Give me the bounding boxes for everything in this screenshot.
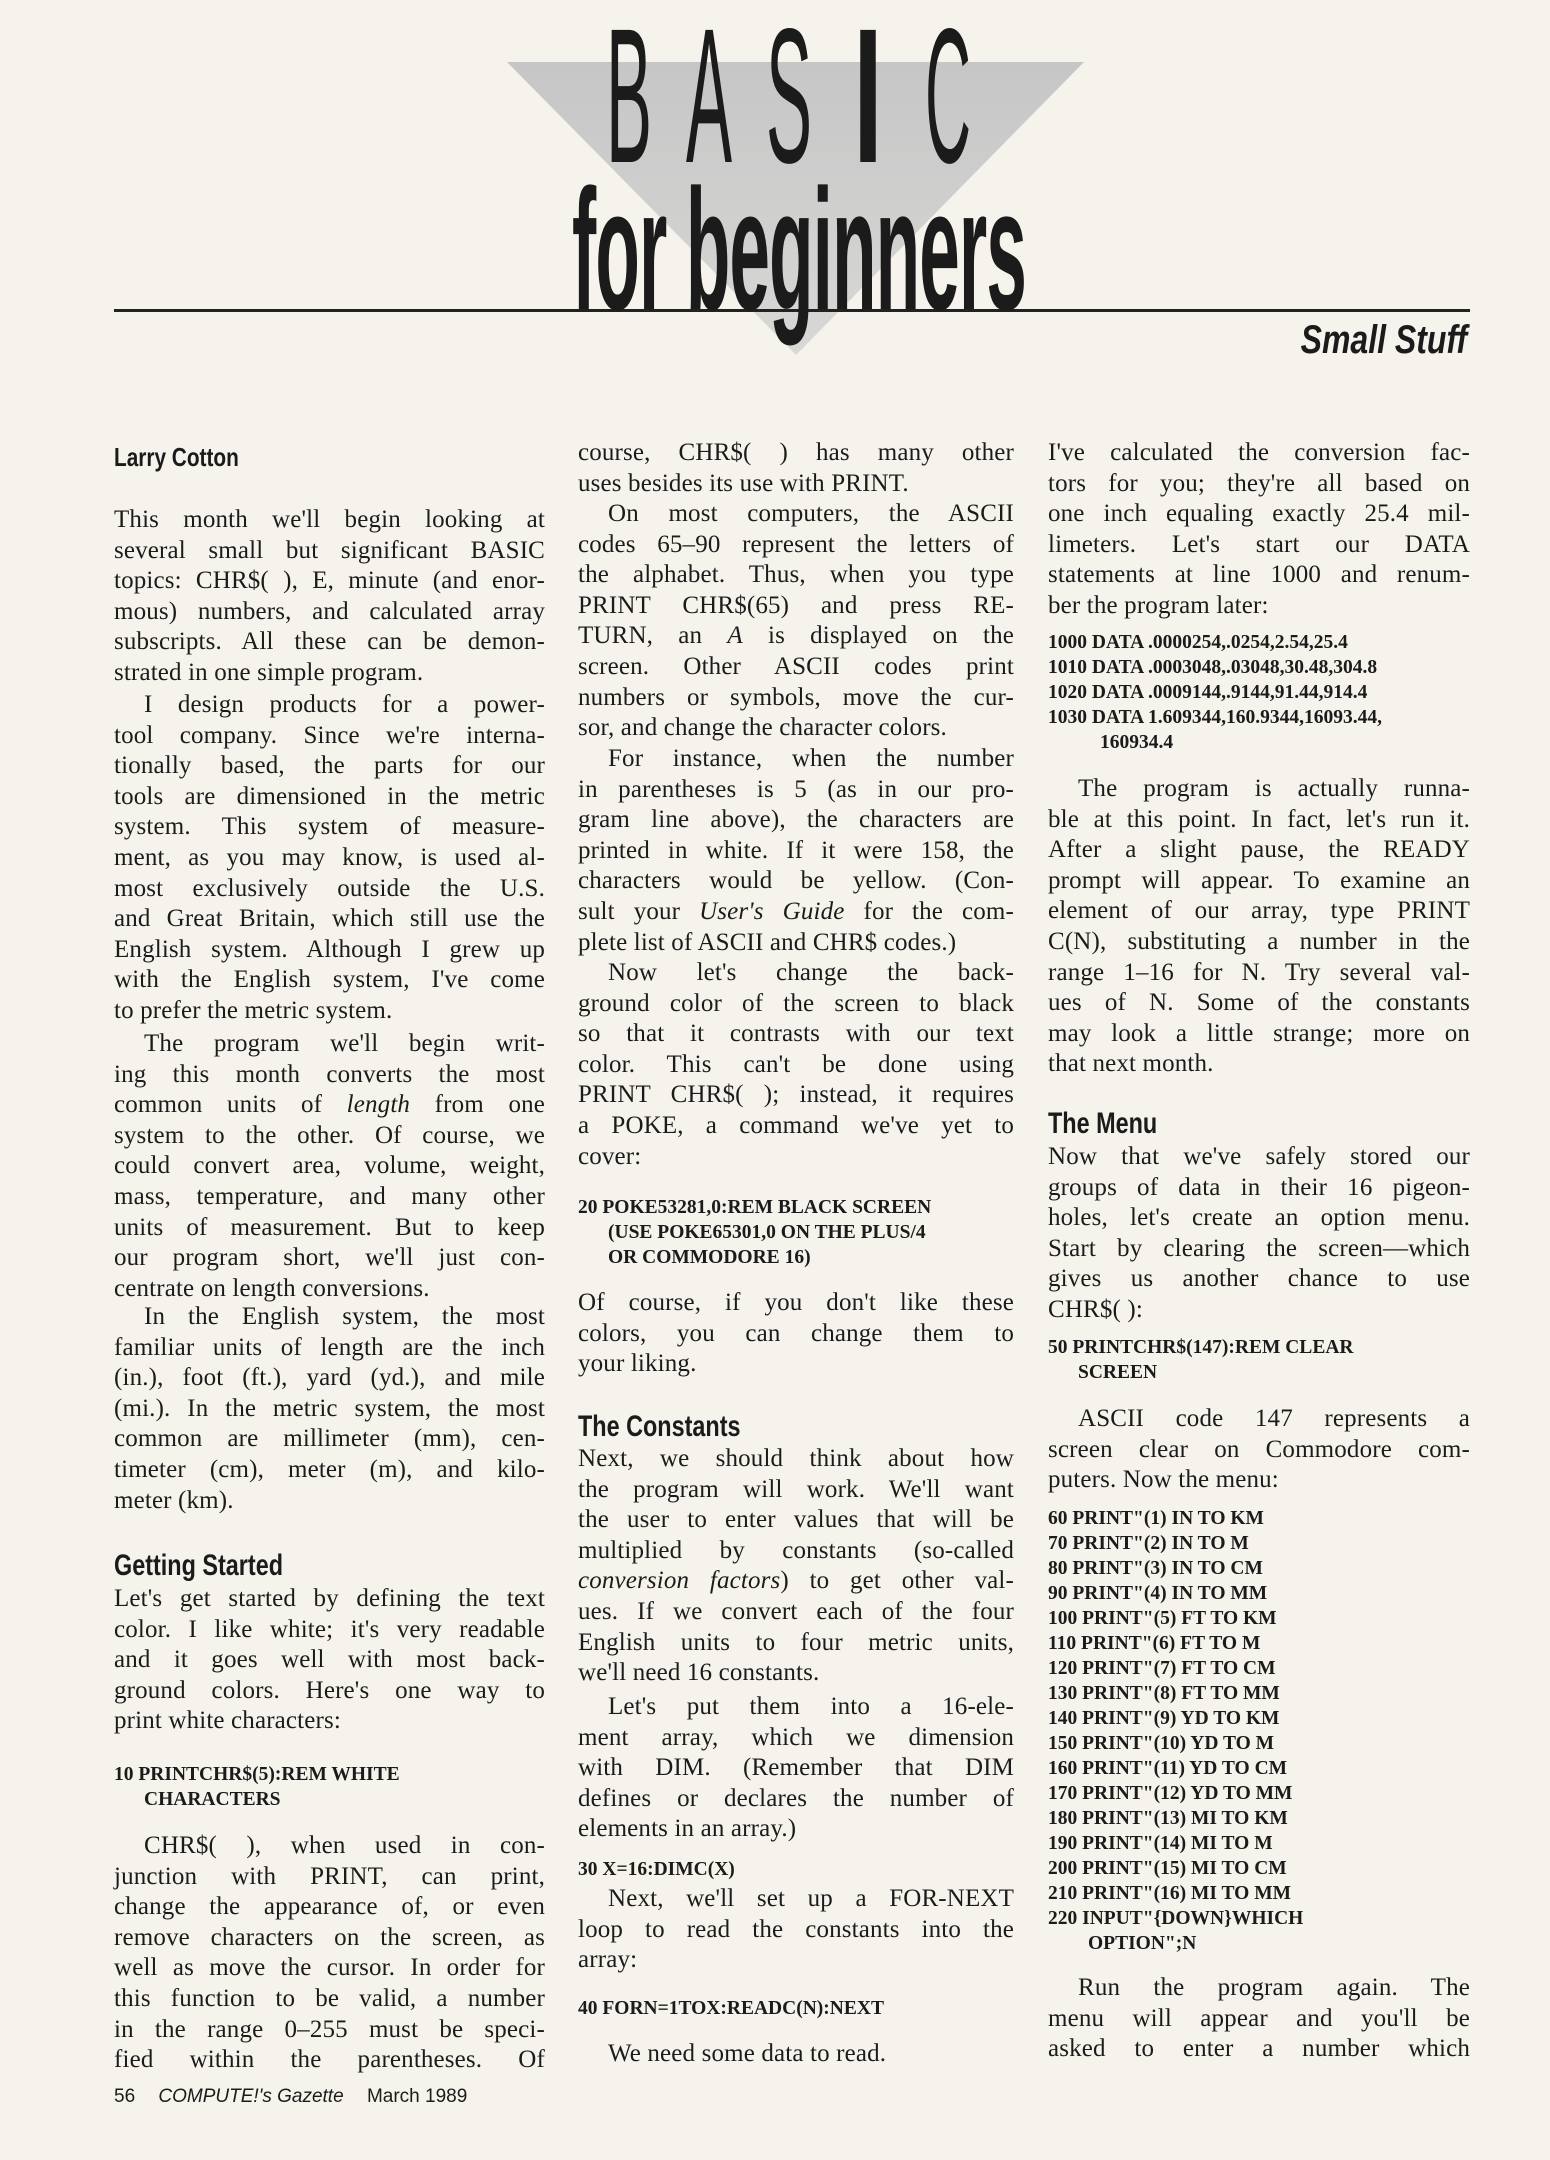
code-line: 160934.4 (1100, 732, 1174, 753)
text-line: mass, temperature, and many other (114, 1182, 545, 1210)
text-line (578, 1566, 1014, 1597)
text-segment: TURN, an (578, 622, 728, 650)
text-line: We need some data to read. (608, 2040, 887, 2067)
italic-text: A (727, 622, 743, 650)
section-heading (1048, 1107, 1470, 1141)
text-line: common are millimeter (mm), cen- (114, 1425, 545, 1453)
code-listing (578, 1996, 1014, 2021)
code-line: 120 PRINT"(7) FT TO CM (1048, 1658, 1276, 1679)
code-line: OPTION";N (1088, 1933, 1197, 1954)
article-subtitle: Small Stuff (1300, 318, 1467, 362)
text-line: statements at line 1000 and renum- (1048, 561, 1470, 589)
code-line: SCREEN (1078, 1362, 1158, 1383)
text-line: numbers or symbols, move the cur- (578, 683, 1014, 711)
code-line: 1000 DATA .0000254,.0254,2.54,25.4 (1048, 632, 1348, 653)
text-line: In the English system, the most (144, 1303, 545, 1330)
text-line: loop to read the constants into the (578, 1915, 1014, 1943)
text-line: topics: CHR$( ), E, minute (and enor- (114, 567, 545, 595)
code-line: CHARACTERS (144, 1789, 281, 1810)
code-line: 1010 DATA .0003048,.03048,30.48,304.8 (1048, 657, 1378, 678)
text-line: PRINT CHR$( ); instead, it requires (578, 1081, 1014, 1109)
text-line: the program will work. We'll want (578, 1475, 1014, 1503)
text-line: ues. If we convert each of the four (578, 1597, 1014, 1625)
text-line: (in.), foot (ft.), yard (yd.), and mile (114, 1364, 545, 1392)
italic-text: User's Guide (699, 897, 845, 925)
code-line: 180 PRINT"(13) MI TO KM (1048, 1808, 1288, 1829)
code-listing (578, 1195, 1014, 1270)
text-line: tools are dimensioned in the metric (114, 782, 545, 810)
text-line: ing this month converts the most (114, 1060, 545, 1088)
text-line: color. I like white; it's very readable (114, 1615, 545, 1643)
text-line: centrate on length conversions. (114, 1274, 430, 1302)
text-line: and it goes well with most back- (114, 1646, 545, 1674)
text-line: color. This can't be done using (578, 1050, 1014, 1078)
text-line: strated in one simple program. (114, 658, 424, 686)
text-segment: for the com- (844, 897, 1014, 925)
text-line: PRINT CHR$(65) and press RE- (578, 591, 1014, 619)
paragraph (578, 438, 1014, 499)
code-line: 100 PRINT"(5) FT TO KM (1048, 1608, 1277, 1629)
title-for-beginners: for beginners (572, 154, 1026, 346)
text-segment: is displayed on the (742, 622, 1014, 650)
text-line: one inch equaling exactly 25.4 mil- (1048, 500, 1470, 528)
text-line: ber the program later: (1048, 591, 1269, 619)
text-line: Run the program again. The (1078, 1974, 1470, 2001)
paragraph (114, 1831, 545, 2076)
text-line: units of measurement. But to keep (114, 1213, 545, 1241)
text-line: For instance, when the number (608, 745, 1014, 772)
page-number: 56 (114, 2086, 136, 2107)
text-line: gives us another chance to use (1048, 1265, 1470, 1293)
text-line: After a slight pause, the READY (1048, 836, 1470, 864)
text-line: with DIM. (Remember that DIM (578, 1754, 1014, 1782)
text-line: Next, we'll set up a FOR-NEXT (608, 1885, 1014, 1912)
text-line: holes, let's create an option menu. (1048, 1204, 1470, 1232)
text-line: ASCII code 147 represents a (1078, 1405, 1470, 1432)
text-line: may look a little strange; more on (1048, 1019, 1470, 1047)
text-line: in parentheses is 5 (as in our pro- (578, 775, 1014, 803)
text-line: gram line above), the characters are (578, 806, 1014, 834)
code-line: 1030 DATA 1.609344,160.9344,16093.44, (1048, 707, 1383, 728)
code-line: 160 PRINT"(11) YD TO CM (1048, 1758, 1288, 1779)
text-line: ment, as you may know, is used al- (114, 843, 545, 871)
text-line: course, CHR$( ) has many other (578, 439, 1014, 466)
title-letter: C (925, 0, 971, 203)
paragraph (578, 2039, 1014, 2070)
issue-date: March 1989 (366, 2086, 468, 2107)
code-line: 170 PRINT"(12) YD TO MM (1048, 1783, 1293, 1804)
text-line: screen. Other ASCII codes print (578, 652, 1014, 680)
text-line: elements in an array.) (578, 1815, 797, 1843)
paragraph (578, 1444, 1014, 1689)
paragraph (578, 1692, 1014, 1845)
text-segment: common units of (114, 1091, 347, 1119)
text-line: defines or declares the number of (578, 1784, 1014, 1812)
text-line: well as move the cursor. In order for (114, 1954, 545, 1982)
text-segment: ) to get other val- (780, 1567, 1014, 1595)
code-line: (USE POKE65301,0 ON THE PLUS/4 (608, 1222, 926, 1243)
text-line: The program we'll begin writ- (144, 1030, 545, 1057)
text-line: and Great Britain, which still use the (114, 905, 545, 933)
text-line: prompt will appear. To examine an (1048, 866, 1470, 894)
text-line: meter (km). (114, 1486, 234, 1514)
code-line: 210 PRINT"(16) MI TO MM (1048, 1883, 1292, 1904)
page-footer (114, 2086, 485, 2108)
text-line: ground colors. Here's one way to (114, 1676, 545, 1704)
paragraph (578, 499, 1014, 744)
text-line: tors for you; they're all based on (1048, 469, 1470, 497)
text-line: a POKE, a command we've yet to (578, 1111, 1014, 1139)
text-line: English units to four metric units, (578, 1628, 1014, 1656)
code-line: 80 PRINT"(3) IN TO CM (1048, 1558, 1263, 1579)
text-line: puters. Now the menu: (1048, 1466, 1279, 1494)
code-listing (1048, 1506, 1470, 1956)
text-line (578, 897, 1014, 928)
text-line: limeters. Let's start our DATA (1048, 530, 1470, 558)
text-line: colors, you can change them to (578, 1319, 1014, 1347)
text-line: array: (578, 1946, 638, 1974)
text-line: remove characters on the screen, as (114, 1923, 545, 1951)
text-line: several small but significant BASIC (114, 536, 545, 564)
text-segment: from one (410, 1091, 545, 1119)
code-line: 130 PRINT"(8) FT TO MM (1048, 1683, 1280, 1704)
code-line: 90 PRINT"(4) IN TO MM (1048, 1583, 1268, 1604)
code-line: 40 FORN=1TOX:READC(N):NEXT (578, 1998, 884, 2019)
code-line: 1020 DATA .0009144,.9144,91.44,914.4 (1048, 682, 1368, 703)
text-line: change the appearance of, or even (114, 1893, 545, 1921)
text-line: C(N), substituting a number in the (1048, 927, 1470, 955)
text-line: the user to enter values that will be (578, 1506, 1014, 1534)
text-line: uses besides its use with PRINT. (578, 469, 909, 497)
code-line: 70 PRINT"(2) IN TO M (1048, 1533, 1249, 1554)
code-listing (1048, 1335, 1470, 1385)
text-line: mous) numbers, and calculated array (114, 597, 545, 625)
code-line: 110 PRINT"(6) FT TO M (1048, 1633, 1261, 1654)
paragraph (578, 1884, 1014, 1976)
paragraph (1048, 1973, 1470, 2065)
text-line: codes 65–90 represent the letters of (578, 530, 1014, 558)
author-byline (114, 441, 545, 473)
text-line: we'll need 16 constants. (578, 1659, 820, 1687)
text-line: CHR$( ): (1048, 1295, 1143, 1323)
italic-text: conversion factors (578, 1567, 781, 1595)
text-line: tionally based, the parts for our (114, 752, 545, 780)
text-line: Of course, if you don't like these (578, 1289, 1014, 1316)
text-segment: sult your (578, 897, 700, 925)
text-line: cover: (578, 1142, 642, 1170)
text-line: The program is actually runna- (1078, 775, 1470, 802)
text-line: Let's put them into a 16-ele- (608, 1693, 1014, 1720)
section-heading (578, 1410, 1014, 1444)
text-line: print white characters: (114, 1707, 341, 1735)
text-line: I've calculated the conversion fac- (1048, 439, 1470, 466)
text-line: Start by clearing the screen—which (1048, 1234, 1470, 1262)
code-listing (578, 1857, 1014, 1882)
paragraph (1048, 438, 1470, 622)
code-line: 200 PRINT"(15) MI TO CM (1048, 1858, 1287, 1879)
paragraph (114, 1302, 545, 1516)
text-line: system. This system of measure- (114, 813, 545, 841)
paragraph (578, 1288, 1014, 1380)
text-line: screen clear on Commodore com- (1048, 1435, 1470, 1463)
text-line: This month we'll begin looking at (114, 506, 545, 533)
author-text: Larry Cotton (114, 442, 239, 472)
text-line (578, 621, 1014, 652)
text-line: could convert area, volume, weight, (114, 1152, 545, 1180)
paragraph (578, 958, 1014, 1172)
code-line: 20 POKE53281,0:REM BLACK SCREEN (578, 1197, 932, 1218)
text-line: menu will appear and you'll be (1048, 2004, 1470, 2032)
paragraph (114, 1584, 545, 1737)
paragraph (578, 744, 1014, 958)
text-line: the alphabet. Thus, when you type (578, 561, 1014, 589)
title-letter: A (685, 0, 732, 203)
text-line: printed in white. If it were 158, the (578, 836, 1014, 864)
paragraph (1048, 1404, 1470, 1496)
text-line: timeter (cm), meter (m), and kilo- (114, 1455, 545, 1483)
text-line: junction with PRINT, can print, (114, 1862, 545, 1890)
text-line (114, 1090, 545, 1121)
heading-text: The Menu (1048, 1107, 1158, 1140)
text-line: On most computers, the ASCII (608, 500, 1014, 527)
paragraph (114, 690, 545, 1027)
text-line: Now that we've safely stored our (1048, 1143, 1470, 1170)
paragraph (114, 505, 545, 689)
text-line: ment array, which we dimension (578, 1723, 1014, 1751)
text-line: most exclusively outside the U.S. (114, 874, 545, 902)
text-line: Now let's change the back- (608, 959, 1014, 986)
section-heading (114, 1549, 545, 1583)
text-line: your liking. (578, 1350, 697, 1378)
text-line: (mi.). In the metric system, the most (114, 1394, 545, 1422)
text-line: in the range 0–255 must be speci- (114, 2015, 545, 2043)
text-line: Next, we should think about how (578, 1445, 1014, 1472)
paragraph (114, 1029, 545, 1304)
text-line: element of our array, type PRINT (1048, 897, 1470, 925)
text-line: asked to enter a number which (1048, 2035, 1470, 2063)
text-line: ground color of the screen to black (578, 989, 1014, 1017)
text-line: to prefer the metric system. (114, 996, 393, 1024)
paragraph (1048, 1142, 1470, 1326)
text-line: system to the other. Of course, we (114, 1121, 545, 1149)
text-line: plete list of ASCII and CHR$ codes.) (578, 928, 957, 956)
text-line: so that it contrasts with our text (578, 1020, 1014, 1048)
code-line: 60 PRINT"(1) IN TO KM (1048, 1508, 1264, 1529)
code-line: 50 PRINTCHR$(147):REM CLEAR (1048, 1337, 1354, 1358)
code-listing (1048, 630, 1470, 755)
text-line: I design products for a power- (144, 691, 545, 718)
code-listing (114, 1762, 545, 1812)
text-line: English system. Although I grew up (114, 935, 545, 963)
code-line: 10 PRINTCHR$(5):REM WHITE (114, 1764, 400, 1785)
magazine-name: COMPUTE!'s Gazette (158, 2086, 344, 2107)
text-line: sor, and change the character colors. (578, 714, 947, 742)
code-line: 190 PRINT"(14) MI TO M (1048, 1833, 1273, 1854)
code-line: 140 PRINT"(9) YD TO KM (1048, 1708, 1280, 1729)
text-line: with the English system, I've come (114, 966, 545, 994)
text-line: range 1–16 for N. Try several val- (1048, 958, 1470, 986)
code-line: 220 INPUT"{DOWN}WHICH (1048, 1908, 1304, 1929)
text-line: Let's get started by defining the text (114, 1585, 545, 1612)
text-line: CHR$( ), when used in con- (144, 1832, 545, 1859)
text-line: ble at this point. In fact, let's run it. (1048, 805, 1470, 833)
text-line: multiplied by constants (so-called (578, 1536, 1014, 1564)
text-line: this function to be valid, a number (114, 1984, 545, 2012)
text-line: groups of data in their 16 pigeon- (1048, 1173, 1470, 1201)
title-letter: B (606, 0, 652, 203)
text-line: familiar units of length are the inch (114, 1333, 545, 1361)
text-line: our program short, we'll just con- (114, 1244, 545, 1272)
code-line: 150 PRINT"(10) YD TO M (1048, 1733, 1275, 1754)
text-line: subscripts. All these can be demon- (114, 628, 545, 656)
code-line: 30 X=16:DIMC(X) (578, 1859, 735, 1880)
code-line: OR COMMODORE 16) (608, 1247, 811, 1268)
paragraph (1048, 774, 1470, 1080)
heading-text: Getting Started (114, 1549, 284, 1582)
text-line: that next month. (1048, 1050, 1214, 1078)
title-letter: S (765, 0, 812, 203)
text-line: tool company. Since we're interna- (114, 721, 545, 749)
italic-text: length (346, 1091, 411, 1119)
text-line: characters would be yellow. (Con- (578, 867, 1014, 895)
text-line: ues of N. Some of the constants (1048, 989, 1470, 1017)
heading-text: The Constants (578, 1410, 741, 1443)
text-line: fied within the parentheses. Of (114, 2046, 545, 2074)
title-letter: I (845, 0, 892, 203)
